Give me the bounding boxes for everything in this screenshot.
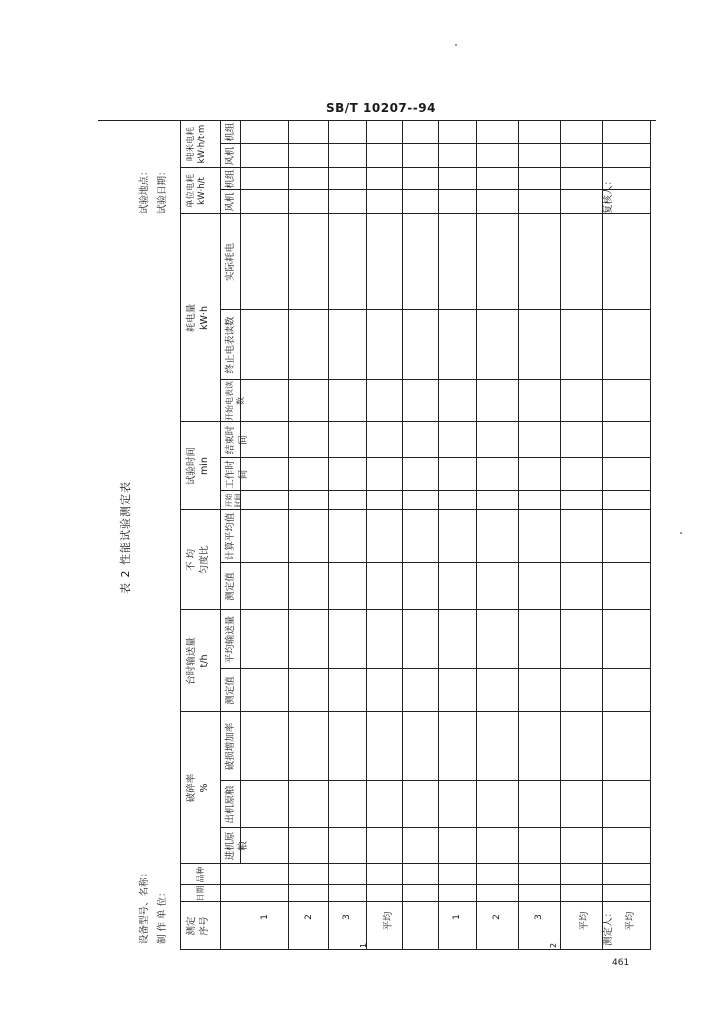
sub-unit-power-fan: 风机 xyxy=(225,192,236,212)
header-date: 日期 xyxy=(196,885,205,902)
sub-unit-power-unit: 机组 xyxy=(225,169,236,189)
subcol-line xyxy=(220,490,651,491)
row-label: 2 xyxy=(304,914,314,920)
row-line xyxy=(328,120,329,950)
rotated-performance-table xyxy=(120,120,660,950)
manufacturer-label: 制 作 单 位： xyxy=(157,887,168,944)
row-label: 2 xyxy=(492,914,502,920)
row-line xyxy=(438,120,439,950)
group-label: 2 xyxy=(549,942,558,948)
sub-time-work: 工作时间 xyxy=(225,460,249,489)
table-caption: 表 2 性能试验测定表 xyxy=(119,481,132,594)
sub-uneven-average: 计算平均值 xyxy=(225,512,236,561)
sub-crush-increase: 破损增加率 xyxy=(225,722,236,771)
row-line xyxy=(288,120,289,950)
group-label: 1 xyxy=(359,942,368,948)
col-line xyxy=(180,421,651,422)
header-time: 试验时间 min xyxy=(186,447,210,486)
row-label: 平均 xyxy=(625,911,636,931)
speck xyxy=(680,532,682,534)
row-line xyxy=(366,120,367,950)
header-seq: 测定 序号 xyxy=(186,916,210,936)
col-line xyxy=(180,167,651,168)
sub-output-average: 平均输送量 xyxy=(225,615,236,664)
col-line xyxy=(180,213,651,214)
subcol-line xyxy=(220,562,651,563)
sub-ton-meter-unit: 机组 xyxy=(225,122,236,142)
row-line xyxy=(518,120,519,950)
sub-uneven-measured: 测定值 xyxy=(225,572,236,601)
row-line xyxy=(476,120,477,950)
row-line xyxy=(402,120,403,950)
row-label: 平均 xyxy=(579,911,590,931)
sub-power-actual: 实际耗电 xyxy=(225,243,236,282)
sub-ton-meter-fan: 风机 xyxy=(225,146,236,166)
sub-time-start: 开始时间 xyxy=(225,493,243,508)
sub-power-start: 开始电表读数 xyxy=(225,381,245,421)
speck xyxy=(455,44,457,46)
test-location-label: 试验地点： xyxy=(139,166,150,214)
row-label: 3 xyxy=(342,914,352,920)
tester-label: 测定人： xyxy=(603,907,614,946)
sub-power-end: 终止电表读数 xyxy=(225,316,236,374)
subcol-line xyxy=(220,827,651,828)
subcol-line xyxy=(220,309,651,310)
header-unit-power: 单位电耗 kW·h/t xyxy=(186,174,208,209)
standard-id: SB/T 10207--94 xyxy=(326,101,436,115)
test-date-label: 试验日期： xyxy=(157,166,168,214)
frame-top xyxy=(180,120,181,950)
header-output: 台时输送量 t/h xyxy=(186,637,210,685)
row-line xyxy=(602,120,603,950)
subcol-line xyxy=(220,780,651,781)
subcol-line xyxy=(220,143,651,144)
equipment-model-label: 设备型号、名称： xyxy=(139,867,150,944)
sub-crush-in: 进机原粮 xyxy=(225,831,249,861)
subcol-line xyxy=(220,379,651,380)
reviewer-label: 复核人： xyxy=(603,175,614,214)
row-label: 平均 xyxy=(383,911,394,931)
page-number: 461 xyxy=(612,958,630,968)
col-line xyxy=(180,863,651,864)
frame-bottom xyxy=(650,120,651,950)
subcol-line xyxy=(220,668,651,669)
row-label: 1 xyxy=(452,914,462,920)
header-power: 耗电量 kW·h xyxy=(186,303,210,333)
frame-left xyxy=(180,949,651,950)
col-line xyxy=(180,509,651,510)
row-label: 3 xyxy=(534,914,544,920)
col-line xyxy=(180,609,651,610)
sub-output-measured: 测定值 xyxy=(225,676,236,705)
row-line xyxy=(560,120,561,950)
subcol-line xyxy=(220,189,651,190)
subcol-line xyxy=(220,457,651,458)
sub-crush-out: 出机原粮 xyxy=(225,785,236,824)
header-variety: 品种 xyxy=(196,866,205,883)
row-label: 1 xyxy=(260,914,270,920)
header-crush: 破碎率 % xyxy=(186,773,210,803)
header-divider xyxy=(220,120,221,950)
header-ton-meter: 吨米电耗 kW·h/t·m xyxy=(186,124,208,164)
col-line xyxy=(180,711,651,712)
frame-right xyxy=(180,120,651,121)
header-uneven: 不 均 匀度比 xyxy=(186,545,210,575)
col-line xyxy=(180,884,651,885)
sub-time-end: 结束时间 xyxy=(225,425,249,455)
